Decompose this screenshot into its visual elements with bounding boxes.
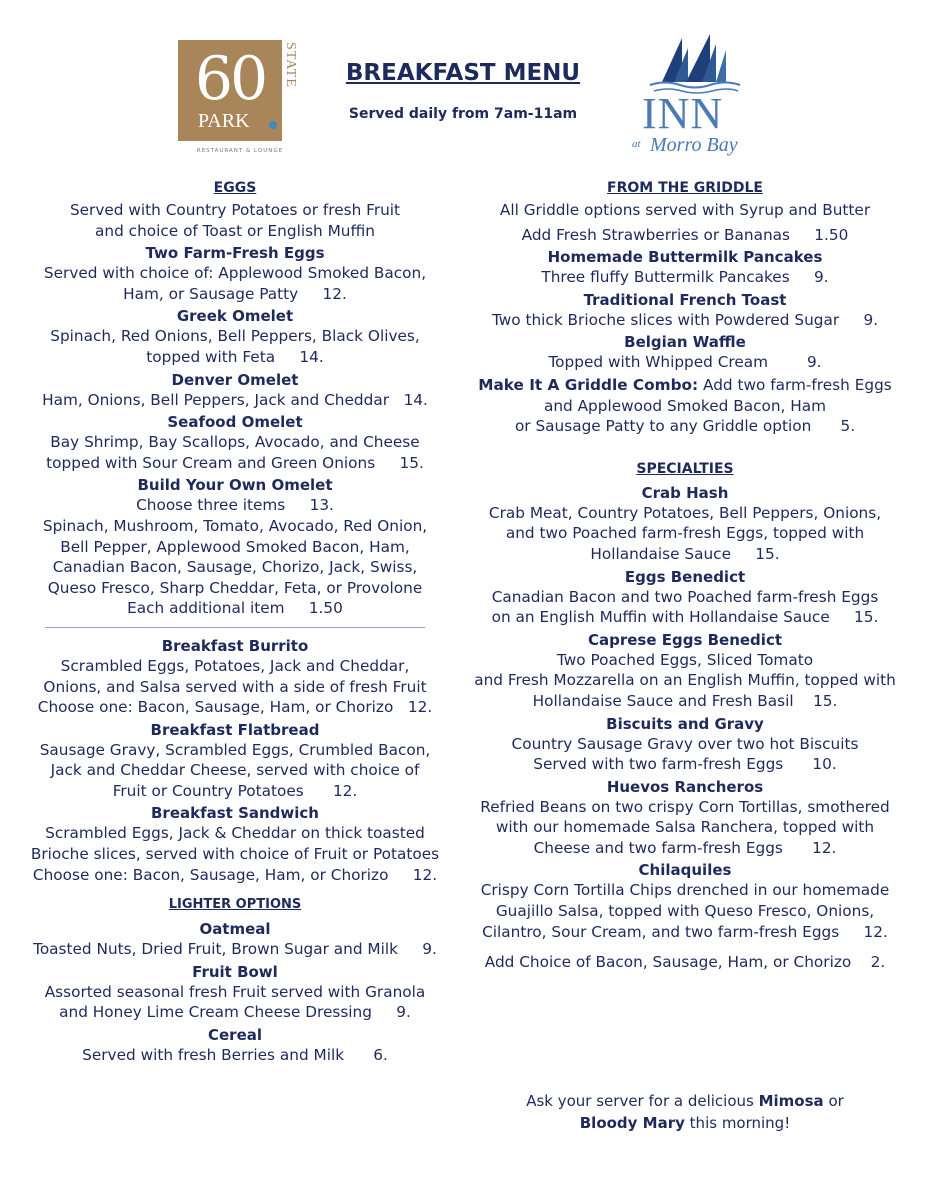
page-title: BREAKFAST MENU — [345, 60, 581, 86]
footer-bloody-mary: Bloody Mary — [579, 1114, 685, 1132]
menu-item-name: Two Farm-Fresh Eggs — [145, 244, 325, 263]
menu-item-name: Build Your Own Omelet — [137, 476, 333, 495]
menu-item-desc: Spinach, Red Onions, Bell Peppers, Black Olives, topped with Feta 14. — [50, 327, 420, 366]
menu-item-name: Belgian Waffle — [624, 333, 746, 352]
menu-item-desc: Topped with Whipped Cream 9. — [548, 353, 822, 372]
menu-item-desc: Scrambled Eggs, Potatoes, Jack and Cheddar, Onions, and Salsa served with a side of fresh Fruit Choose one: Bacon, Sausage, Ham, or Chorizo 12. — [37, 656, 433, 717]
left-column — [20, 176, 450, 1066]
inn-logo — [620, 30, 766, 165]
menu-item-name: Eggs Benedict — [624, 567, 746, 586]
combo-desc: and Applewood Smoked Bacon, Ham or Sausage Patty to any Griddle option 5. — [514, 396, 856, 436]
menu-item-name: Crab Hash — [641, 483, 729, 502]
eggs-intro: Served with Country Potatoes or fresh Fruit and choice of Toast or English Muffin — [69, 201, 401, 240]
divider — [45, 627, 425, 628]
menu-item-desc: Crab Meat, Country Potatoes, Bell Peppers, Onions, and two Poached farm-fresh Eggs, topped with Hollandaise Sauce 15. — [488, 503, 882, 563]
logo-inn: INN — [642, 89, 724, 138]
logo-bay: Morro Bay — [650, 134, 738, 156]
restaurant-logo — [178, 40, 302, 162]
logo-number: 60 — [194, 44, 266, 114]
menu-item-name: Breakfast Sandwich — [151, 804, 319, 823]
griddle-combo — [460, 375, 910, 396]
menu-item-name: Seafood Omelet — [167, 413, 303, 432]
section-eggs-heading: EGGS — [213, 180, 257, 196]
menu-item-name: Greek Omelet — [176, 307, 294, 326]
menu-item-name: Chilaquiles — [638, 861, 732, 880]
menu-item-desc: Served with choice of: Applewood Smoked Bacon, Ham, or Sausage Patty 12. — [43, 264, 427, 303]
menu-item-name: Denver Omelet — [171, 370, 299, 389]
combo-name: Make It A Griddle Combo: — [478, 375, 699, 394]
logo-subtitle: RESTAURANT & LOUNGE — [196, 148, 284, 154]
logo-state: STATE — [283, 42, 298, 88]
menu-item-desc: Served with fresh Berries and Milk 6. — [82, 1046, 388, 1065]
footer-post: this morning! — [684, 1114, 791, 1132]
combo-line1: Add two farm-fresh Eggs — [698, 375, 892, 394]
menu-item-desc: Bay Shrimp, Bay Scallops, Avocado, and Cheese topped with Sour Cream and Green Onions 15. — [46, 433, 424, 472]
page-subtitle: Served daily from 7am-11am — [348, 106, 578, 122]
menu-item-name: Oatmeal — [199, 920, 271, 939]
menu-item-desc: Assorted seasonal fresh Fruit served with Granola and Honey Lime Cream Cheese Dressing 9. — [44, 982, 426, 1022]
specialties-addon: Add Choice of Bacon, Sausage, Ham, or Chorizo 2. — [484, 953, 886, 972]
footer-note — [470, 1090, 900, 1134]
menu-item-name: Traditional French Toast — [583, 290, 787, 309]
menu-item-desc: Scrambled Eggs, Jack & Cheddar on thick toasted Brioche slices, served with choice of Fruit or Potatoes Choose one: Bacon, Sausage, Ham, or Chorizo 12. — [30, 824, 440, 884]
section-lighter-heading: LIGHTER OPTIONS — [168, 897, 302, 913]
menu-item-name: Breakfast Flatbread — [150, 720, 320, 739]
menu-item-desc: Two Poached Eggs, Sliced Tomato and Fresh Mozzarella on an English Muffin, topped with Hollandaise Sauce and Fresh Basil 15. — [474, 650, 896, 710]
menu-item-desc: Choose three items 13. Spinach, Mushroom, Tomato, Avocado, Red Onion, Bell Pepper, Applewood Smoked Bacon, Ham, Canadian Bacon, Sausage, Chorizo, Jack, Swiss, Queso Fresco, Sharp Cheddar, Feta, or Provolone Each additional item 1.50 — [42, 496, 428, 618]
logo-at: at — [632, 138, 641, 150]
menu-item-name: Biscuits and Gravy — [606, 714, 764, 733]
menu-item-desc: Three fluffy Buttermilk Pancakes 9. — [541, 268, 829, 287]
menu-item-name: Fruit Bowl — [192, 962, 278, 981]
section-specialties-heading: SPECIALTIES — [636, 460, 734, 477]
griddle-addon: Add Fresh Strawberries or Bananas 1.50 — [521, 225, 849, 244]
menu-item-name: Caprese Eggs Benedict — [587, 630, 783, 649]
menu-item-desc: Country Sausage Gravy over two hot Biscuits Served with two farm-fresh Eggs 10. — [511, 734, 859, 774]
menu-item-desc: Two thick Brioche slices with Powdered Sugar 9. — [491, 310, 879, 329]
menu-item-name: Cereal — [207, 1026, 263, 1045]
menu-item-desc: Refried Beans on two crispy Corn Tortillas, smothered with our homemade Salsa Ranchera, topped with Cheese and two farm-fresh Eggs 12. — [480, 797, 890, 857]
menu-item-name: Breakfast Burrito — [161, 636, 309, 655]
menu-item-name: Huevos Rancheros — [606, 777, 764, 796]
menu-item-desc: Canadian Bacon and two Poached farm-fresh Eggs on an English Muffin with Hollandaise Sauce 15. — [491, 587, 879, 627]
right-column — [460, 176, 910, 973]
griddle-intro: All Griddle options served with Syrup and Butter — [499, 201, 871, 219]
menu-item-desc: Sausage Gravy, Scrambled Eggs, Crumbled Bacon, Jack and Cheddar Cheese, served with choice of Fruit or Country Potatoes 12. — [39, 740, 431, 800]
menu-item-desc: Ham, Onions, Bell Peppers, Jack and Cheddar 14. — [42, 390, 428, 409]
footer-pre: Ask your server for a delicious — [526, 1092, 759, 1110]
footer-or: or — [823, 1092, 844, 1110]
menu-item-desc: Crispy Corn Tortilla Chips drenched in our homemade Guajillo Salsa, topped with Queso Fresco, Onions, Cilantro, Sour Cream, and two farm-fresh Eggs 12. — [480, 881, 890, 941]
logo-dot — [269, 121, 277, 129]
logo-park: PARK — [198, 110, 250, 132]
menu-item-name: Homemade Buttermilk Pancakes — [547, 248, 823, 267]
section-griddle-heading: FROM THE GRIDDLE — [607, 180, 763, 196]
menu-item-desc: Toasted Nuts, Dried Fruit, Brown Sugar and Milk 9. — [33, 940, 437, 959]
footer-mimosa: Mimosa — [758, 1092, 824, 1110]
